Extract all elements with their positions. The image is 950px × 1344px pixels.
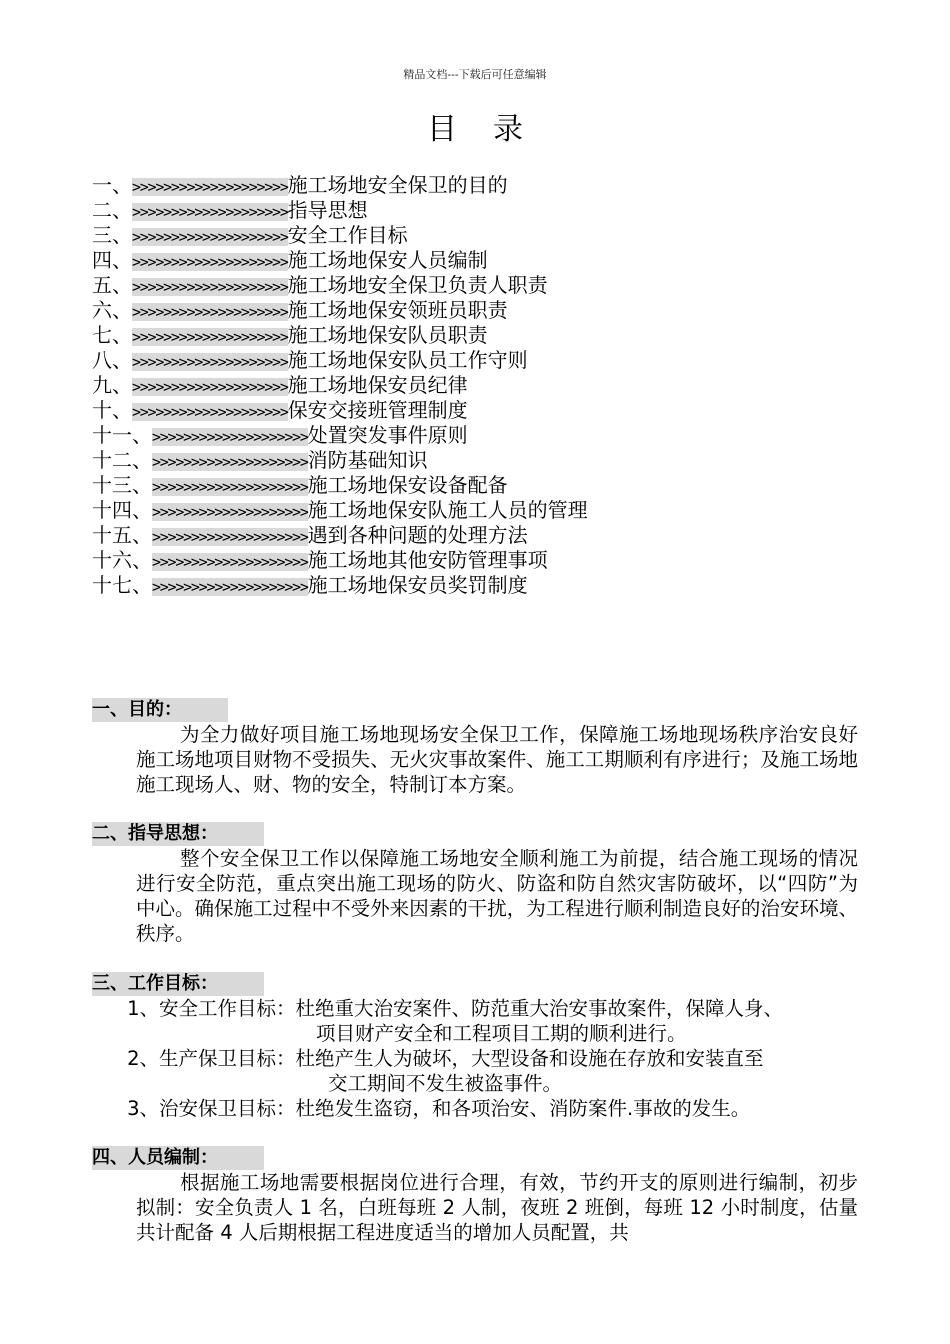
toc-number: 十五、 [92, 523, 152, 547]
toc-item[interactable] [92, 423, 588, 448]
toc-leader: >>>>>>>>>>>>>>>>>>>> [152, 453, 308, 471]
toc-item[interactable] [92, 173, 588, 198]
goal-text-continued: 交工期间不发生被盗事件。 [328, 1072, 563, 1095]
toc-label: 施工场地安全保卫的目的 [287, 173, 508, 197]
section-heading: 一、目的： [92, 698, 228, 722]
toc-number: 一、 [92, 173, 132, 197]
goal-item [92, 1096, 892, 1121]
goal-text: 杜绝重大治安案件、防范重大治安事故案件，保障人身、 [295, 997, 784, 1020]
toc-item[interactable] [92, 398, 588, 423]
toc-number: 十二、 [92, 448, 152, 472]
toc-label: 施工场地保安队施工人员的管理 [307, 498, 588, 522]
toc-number: 三、 [92, 223, 132, 247]
toc-number: 二、 [92, 198, 132, 222]
goal-label: 生产保卫目标： [159, 1047, 296, 1070]
toc-label: 指导思想 [287, 198, 368, 222]
toc-leader: >>>>>>>>>>>>>>>>>>>> [132, 378, 288, 396]
toc-number: 六、 [92, 298, 132, 322]
toc-label: 施工场地保安设备配备 [307, 473, 508, 497]
toc-label: 处置突发事件原则 [307, 423, 468, 447]
section-staffing [92, 1146, 892, 1245]
toc-number: 十六、 [92, 548, 152, 572]
toc-label: 施工场地保安队员工作守则 [287, 348, 528, 372]
section-body: 为全力做好项目施工场地现场安全保卫工作，保障施工场地现场秩序治安良好施工场地项目财物不受损失、无火灾事故案件、施工工期顺利有序进行；及施工场地施工现场人、财、物的安全，特制订本方案。 [136, 723, 858, 796]
toc-item[interactable] [92, 323, 588, 348]
toc-item[interactable] [92, 448, 588, 473]
toc-number: 十七、 [92, 573, 152, 597]
toc-number: 七、 [92, 323, 132, 347]
toc-label: 施工场地保安队员职责 [287, 323, 488, 347]
document-title: 目录 [427, 112, 559, 147]
goal-text: 杜绝产生人为破坏，大型设备和设施在存放和安装直至 [295, 1047, 764, 1070]
goal-item [92, 996, 892, 1046]
toc-item[interactable] [92, 348, 588, 373]
toc-label: 施工场地保安员奖罚制度 [307, 573, 528, 597]
toc-number: 十四、 [92, 498, 152, 522]
header-note: 精品文档---下载后可任意编辑 [403, 68, 547, 81]
section-purpose [92, 698, 892, 797]
toc-number: 四、 [92, 248, 132, 272]
toc-leader: >>>>>>>>>>>>>>>>>>>> [132, 278, 288, 296]
toc-number: 五、 [92, 273, 132, 297]
section-body: 根据施工场地需要根据岗位进行合理，有效，节约开支的原则进行编制，初步拟制：安全负责人 1 名，白班每班 2 人制，夜班 2 班倒，每班 12 小时制度，估量共计配备 4 人后期根据工程进度适当的增加人员配置，共 [136, 1171, 858, 1244]
toc-leader: >>>>>>>>>>>>>>>>>>>> [152, 578, 308, 596]
toc-leader: >>>>>>>>>>>>>>>>>>>> [152, 553, 308, 571]
section-guiding [92, 822, 892, 946]
toc-leader: >>>>>>>>>>>>>>>>>>>> [132, 203, 288, 221]
goal-text-continued: 项目财产安全和工程项目工期的顺利进行。 [316, 1022, 687, 1045]
section-goals [92, 972, 892, 1121]
toc-label: 消防基础知识 [307, 448, 428, 472]
toc-item[interactable] [92, 498, 588, 523]
toc-leader: >>>>>>>>>>>>>>>>>>>> [152, 503, 308, 521]
toc-item[interactable] [92, 373, 588, 398]
toc-number: 九、 [92, 373, 132, 397]
toc-leader: >>>>>>>>>>>>>>>>>>>> [132, 228, 288, 246]
goal-number: 1、 [127, 997, 159, 1020]
toc-label: 施工场地安全保卫负责人职责 [287, 273, 548, 297]
toc-item[interactable] [92, 198, 588, 223]
toc-label: 安全工作目标 [287, 223, 408, 247]
toc-leader: >>>>>>>>>>>>>>>>>>>> [132, 303, 288, 321]
toc-item[interactable] [92, 573, 588, 598]
goal-text: 杜绝发生盗窃，和各项治安、消防案件.事故的发生。 [295, 1097, 751, 1120]
toc-item[interactable] [92, 523, 588, 548]
toc-label: 施工场地保安人员编制 [287, 248, 488, 272]
goal-number: 2、 [127, 1047, 159, 1070]
section-heading: 二、指导思想： [92, 822, 264, 846]
toc-leader: >>>>>>>>>>>>>>>>>>>> [132, 328, 288, 346]
toc-item[interactable] [92, 223, 588, 248]
toc-leader: >>>>>>>>>>>>>>>>>>>> [152, 528, 308, 546]
toc-leader: >>>>>>>>>>>>>>>>>>>> [132, 178, 288, 196]
toc-item[interactable] [92, 548, 588, 573]
toc-item[interactable] [92, 298, 588, 323]
section-heading: 三、工作目标： [92, 972, 264, 996]
toc-leader: >>>>>>>>>>>>>>>>>>>> [152, 478, 308, 496]
toc-number: 十三、 [92, 473, 152, 497]
section-body: 整个安全保卫工作以保障施工场地安全顺利施工为前提，结合施工现场的情况进行安全防范，重点突出施工现场的防火、防盗和防自然灾害防破坏，以“四防”为中心。确保施工过程中不受外来因素的干扰，为工程进行顺利制造良好的治安环境、秩序。 [136, 847, 858, 945]
toc-leader: >>>>>>>>>>>>>>>>>>>> [132, 403, 288, 421]
toc-label: 保安交接班管理制度 [287, 398, 468, 422]
toc-item[interactable] [92, 248, 588, 273]
toc-leader: >>>>>>>>>>>>>>>>>>>> [152, 428, 308, 446]
goal-label: 治安保卫目标： [159, 1097, 296, 1120]
toc-label: 遇到各种问题的处理方法 [307, 523, 528, 547]
toc-leader: >>>>>>>>>>>>>>>>>>>> [132, 253, 288, 271]
table-of-contents [92, 173, 588, 598]
goal-item [92, 1046, 892, 1096]
toc-number: 十一、 [92, 423, 152, 447]
toc-label: 施工场地其他安防管理事项 [307, 548, 548, 572]
goal-number: 3、 [127, 1097, 159, 1120]
section-heading: 四、人员编制： [92, 1146, 264, 1170]
toc-number: 八、 [92, 348, 132, 372]
toc-leader: >>>>>>>>>>>>>>>>>>>> [132, 353, 288, 371]
toc-number: 十、 [92, 398, 132, 422]
toc-item[interactable] [92, 473, 588, 498]
toc-label: 施工场地保安员纪律 [287, 373, 468, 397]
goal-label: 安全工作目标： [159, 997, 296, 1020]
toc-label: 施工场地保安领班员职责 [287, 298, 508, 322]
toc-item[interactable] [92, 273, 588, 298]
